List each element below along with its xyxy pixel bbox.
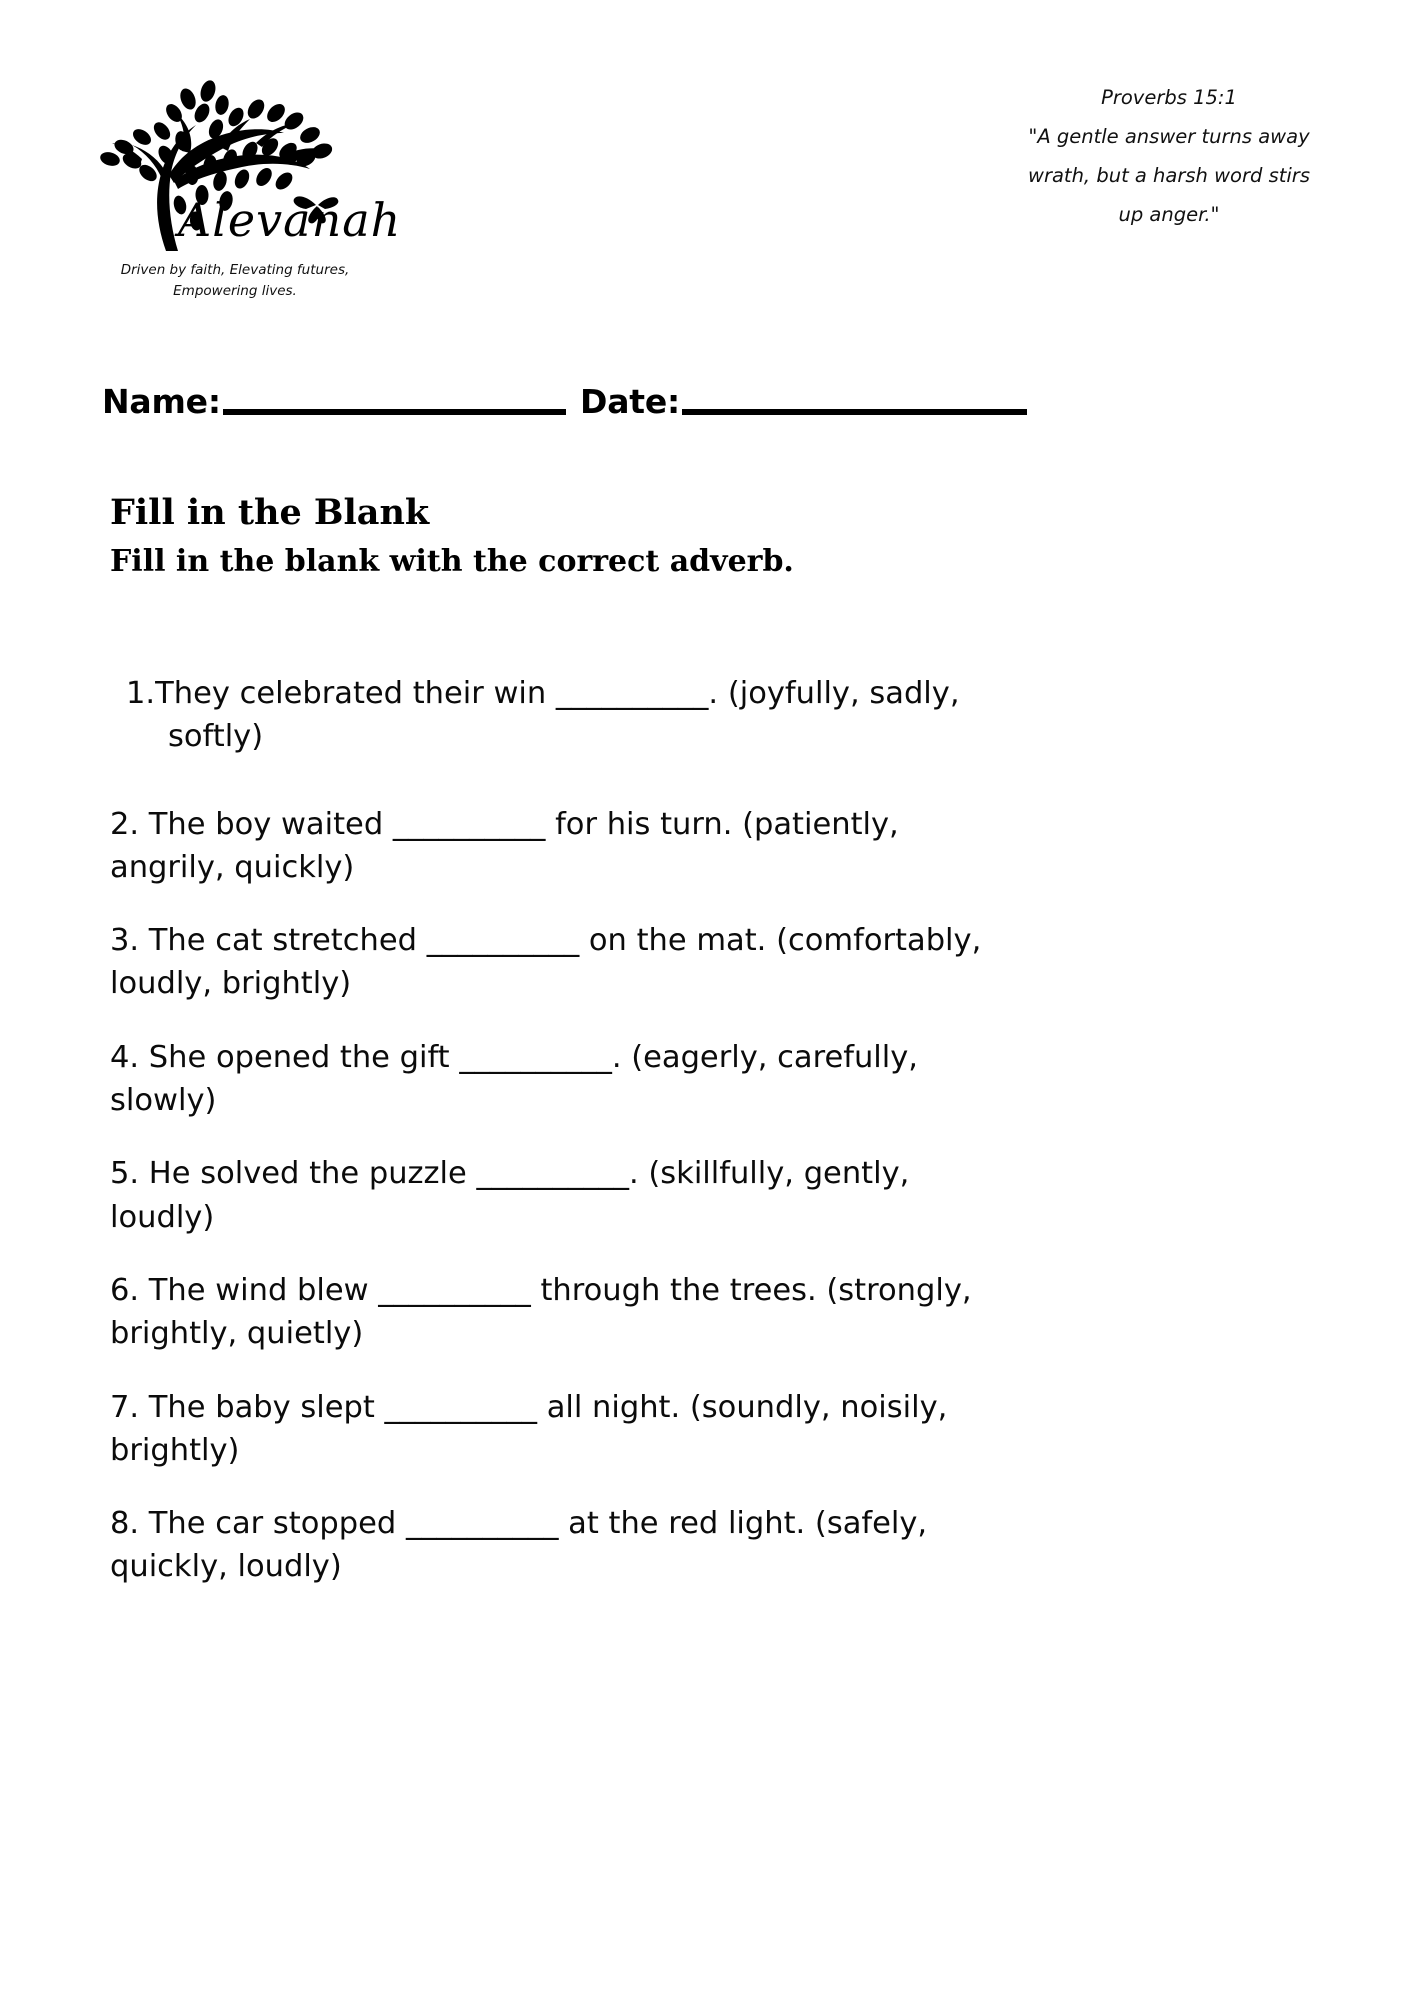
list-item: 3. The cat stretched __________ on the mat. (comfortably, loudly, brightly) (110, 923, 982, 1002)
scripture-line-3: up anger." (1118, 203, 1220, 226)
question-text: They celebrated their win __________. (joyfully, sadly, softly) (155, 676, 960, 755)
logo-tagline-line-2: Empowering lives. (173, 282, 297, 299)
name-input-rule[interactable] (223, 409, 566, 415)
questions-list (0, 672, 1414, 1619)
scripture-quote (1004, 78, 1334, 234)
name-field[interactable] (102, 382, 566, 421)
logo-wordmark: Alevanah (178, 193, 402, 247)
page-header (0, 0, 1414, 330)
list-item: 2. The boy waited __________ for his turn. (patiently, angrily, quickly) (110, 806, 899, 885)
list-item: 6. The wind blew __________ through the trees. (strongly, brightly, quietly) (110, 1272, 972, 1352)
list-item: 8. The car stopped __________ at the red light. (safely, quickly, loudly) (110, 1506, 928, 1585)
name-label: Name: (102, 382, 221, 421)
worksheet-headings (110, 490, 1210, 582)
name-date-row (0, 382, 1414, 445)
page-title: Fill in the Blank (110, 492, 430, 533)
list-item (126, 672, 1028, 759)
scripture-line-2: wrath, but a harsh word stirs (1028, 164, 1310, 187)
question-number: 1. (126, 676, 156, 711)
date-label: Date: (580, 382, 681, 421)
worksheet-instructions: Fill in the blank with the correct adverb. (110, 543, 794, 579)
list-item: 4. She opened the gift __________. (eagerly, carefully, slowly) (110, 1039, 918, 1119)
scripture-line-1: "A gentle answer turns away (1028, 125, 1310, 148)
list-item: 7. The baby slept __________ all night. (soundly, noisily, brightly) (110, 1389, 948, 1468)
brand-logo (70, 55, 400, 315)
list-item: 5. He solved the puzzle __________. (skillfully, gently, loudly) (110, 1156, 910, 1235)
date-field[interactable] (580, 382, 1027, 421)
scripture-reference: Proverbs 15:1 (1101, 86, 1237, 109)
logo-tagline-line-1: Driven by faith, Elevating futures, (120, 262, 350, 278)
logo-tagline (70, 260, 400, 302)
date-input-rule[interactable] (682, 409, 1027, 415)
